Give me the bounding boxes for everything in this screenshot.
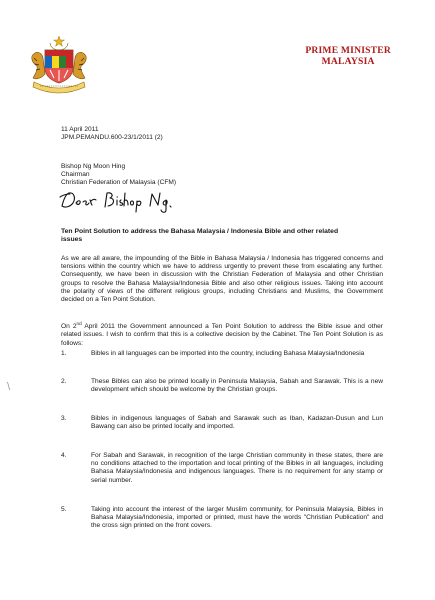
list-item-number: 1.	[61, 350, 67, 357]
subject-line	[61, 228, 381, 245]
recipient-block	[61, 163, 176, 188]
handwritten-salutation	[58, 188, 178, 214]
list-item-text: Taking into account the interest of the larger Muslim community, for Peninsula Malaysia, Bibles in Bahasa Malaysia/Indonesia, imported or printed, must have the words "Christian Publication" and the cross sign printed on the front covers.	[91, 506, 383, 530]
list-item-number: 4.	[61, 452, 67, 459]
list-item-text: For Sabah and Sarawak, in recognition of the large Christian community in these states, there are no conditions attached to the importation and local printing of the Bibles in all languages, including Bahasa Malaysia/Indonesia and indigenous languages. There is no requirement for any stamp or serial number.	[91, 452, 383, 484]
letter-reference: JPM.PEMANDU.600-23/1/2011 (2)	[61, 134, 163, 142]
announcement-text-rest: April 2011 the Government announced a Ten Point Solution to address the Bible issue and other related issues. I wish to confirm that this is a collective decision by the Cabinet. The Ten Point Solution is as follows:	[61, 323, 383, 347]
recipient-name: Bishop Ng Moon Hing	[61, 163, 126, 170]
ordinal-suffix: nd	[76, 321, 82, 326]
paragraph-intro: As we are all aware, the impounding of the Bible in Bahasa Malaysia / Indonesia has triggered concerns and tensions within the country which we have to address urgently to prevent these from escalating any further. Consequently, we have been in discussion with the Christian Federation of Malaysia and other Christian groups to resolve the Bahasa Malaysia/Indonesia Bible and also other religious issues. Taking into account the polarity of views of the different religious groups, including Christians and Muslims, the Government decided on a Ten Point Solution.	[61, 255, 383, 304]
office-title: PRIME MINISTER	[305, 45, 391, 56]
list-item-text: Bibles in all languages can be imported into the country, including Bahasa Malaysia/Indonesia	[91, 350, 365, 357]
subject-line-1: Ten Point Solution to address the Bahasa Malaysia / Indonesia Bible and other related	[61, 228, 339, 235]
list-item-number: 5.	[61, 506, 67, 513]
office-heading	[305, 45, 391, 67]
date-reference-block	[61, 126, 163, 142]
recipient-title: Chairman	[61, 171, 90, 179]
paragraph-announcement	[61, 320, 383, 348]
margin-pen-mark	[6, 381, 12, 391]
subject-line-2: issues	[61, 236, 83, 244]
recipient-organization: Christian Federation of Malaysia (CFM)	[61, 179, 177, 187]
office-country: MALAYSIA	[321, 56, 375, 67]
list-item-text: Bibles in indigenous languages of Sabah and Sarawak such as Iban, Kadazan-Dusun and Lun Bawang can also be printed locally and imported.	[91, 415, 383, 431]
list-item-number: 3.	[61, 415, 67, 422]
malaysia-coat-of-arms-icon	[28, 34, 90, 94]
list-item-number: 2.	[61, 378, 67, 385]
announcement-text-start: On 2	[61, 323, 77, 331]
list-item-text: These Bibles can also be printed locally in Peninsula Malaysia, Sabah and Sarawak. This is a new development which should be welcome by the Christian groups.	[91, 378, 383, 394]
letter-date: 11 April 2011	[61, 126, 99, 133]
